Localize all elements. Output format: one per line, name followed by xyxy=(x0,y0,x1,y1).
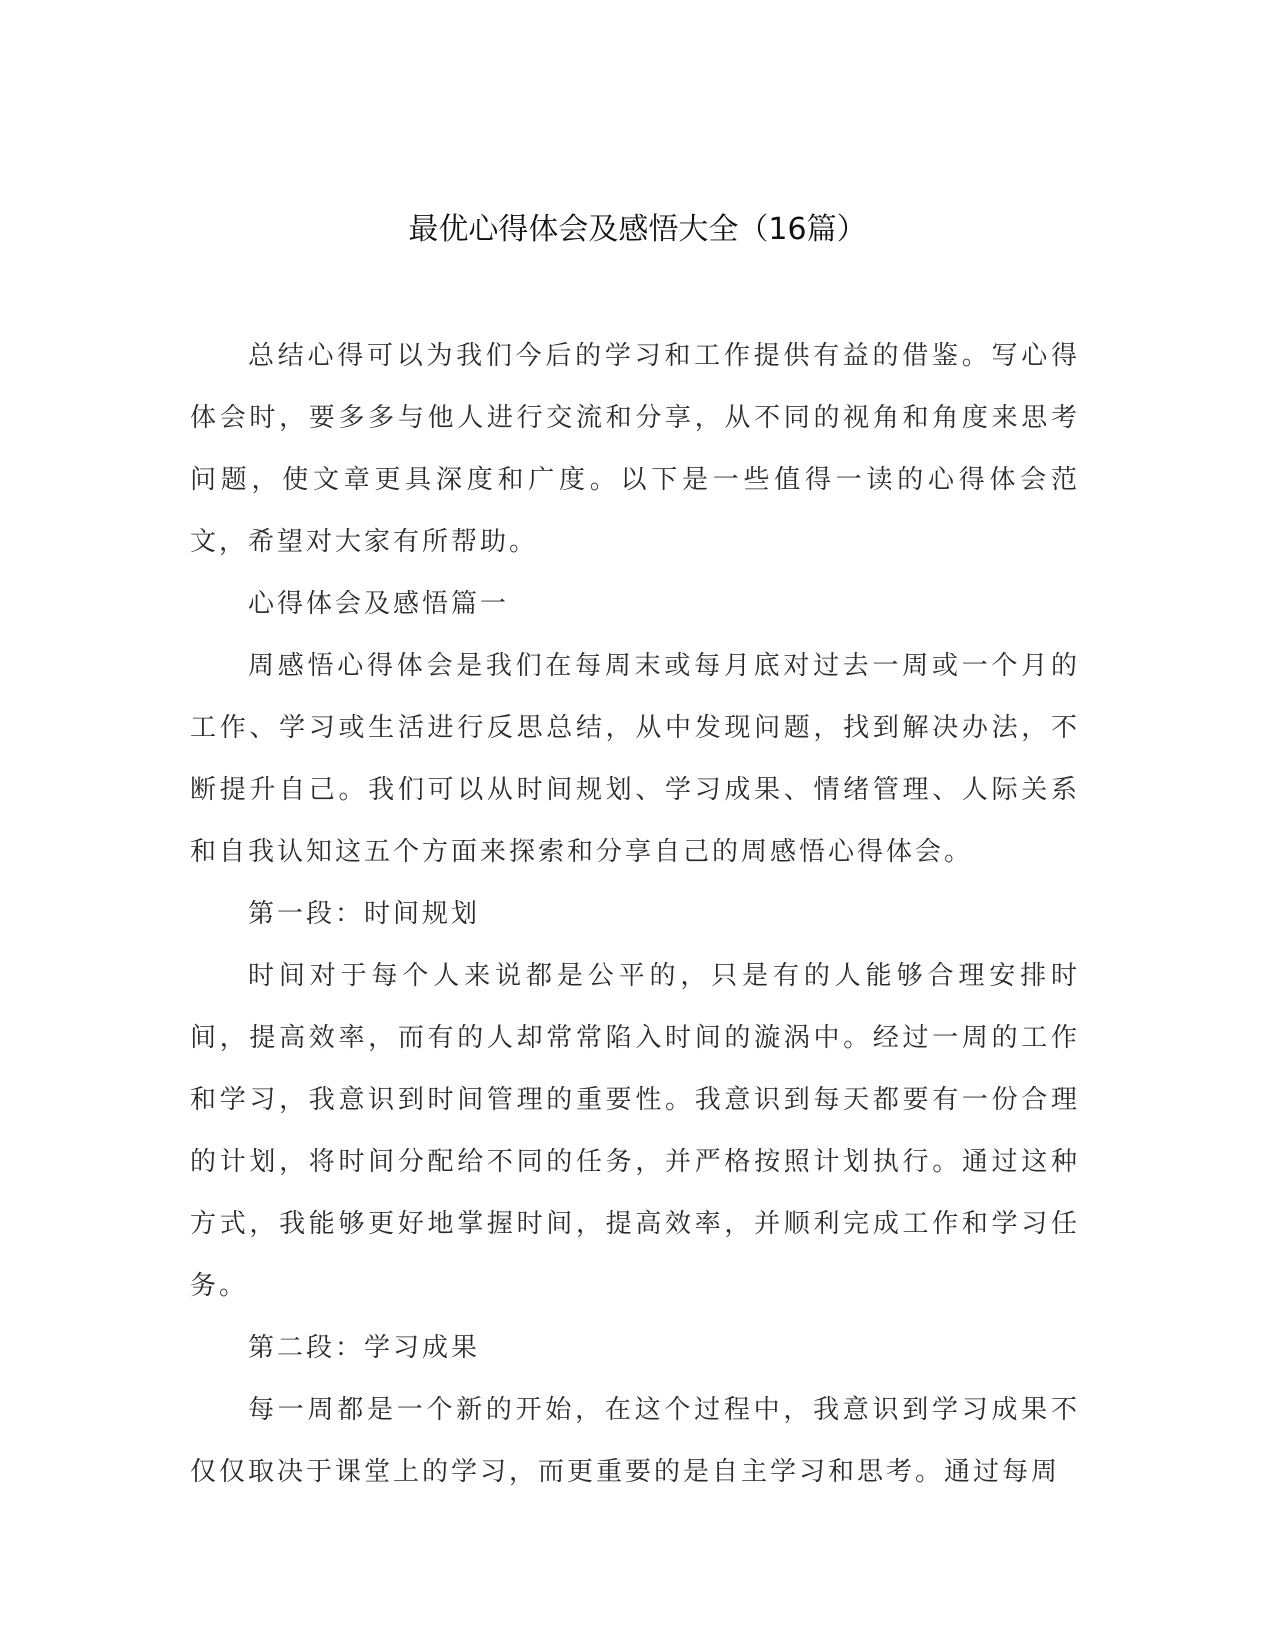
section-heading: 心得体会及感悟篇一 xyxy=(248,589,510,619)
intro-paragraph: 总结心得可以为我们今后的学习和工作提供有益的借鉴。写心得体会时，要多多与他人进行交流和分享，从不同的视角和角度来思考问题，使文章更具深度和广度。以下是一些值得一读的心得体会范文，希望对大家有所帮助。 xyxy=(190,341,1080,557)
body-paragraph: 时间对于每个人来说都是公平的，只是有的人能够合理安排时间，提高效率，而有的人却常常陷入时间的漩涡中。经过一周的工作和学习，我意识到时间管理的重要性。我意识到每天都要有一份合理的计划，将时间分配给不同的任务，并严格按照计划执行。通过这种方式，我能够更好地掌握时间，提高效率，并顺利完成工作和学习任务。 xyxy=(190,961,1080,1301)
body-paragraph: 周感悟心得体会是我们在每周末或每月底对过去一周或一个月的工作、学习或生活进行反思总结，从中发现问题，找到解决办法，不断提升自己。我们可以从时间规划、学习成果、情绪管理、人际关系和自我认知这五个方面来探索和分享自己的周感悟心得体会。 xyxy=(190,651,1080,867)
subsection-heading: 第二段：学习成果 xyxy=(248,1333,481,1363)
document-body xyxy=(190,325,1080,1503)
body-paragraph: 每一周都是一个新的开始，在这个过程中，我意识到学习成果不仅仅取决于课堂上的学习，而更重要的是自主学习和思考。通过每周 xyxy=(190,1395,1080,1487)
document-title: 最优心得体会及感悟大全（16篇） xyxy=(408,212,867,247)
subsection-heading: 第一段：时间规划 xyxy=(248,899,481,929)
